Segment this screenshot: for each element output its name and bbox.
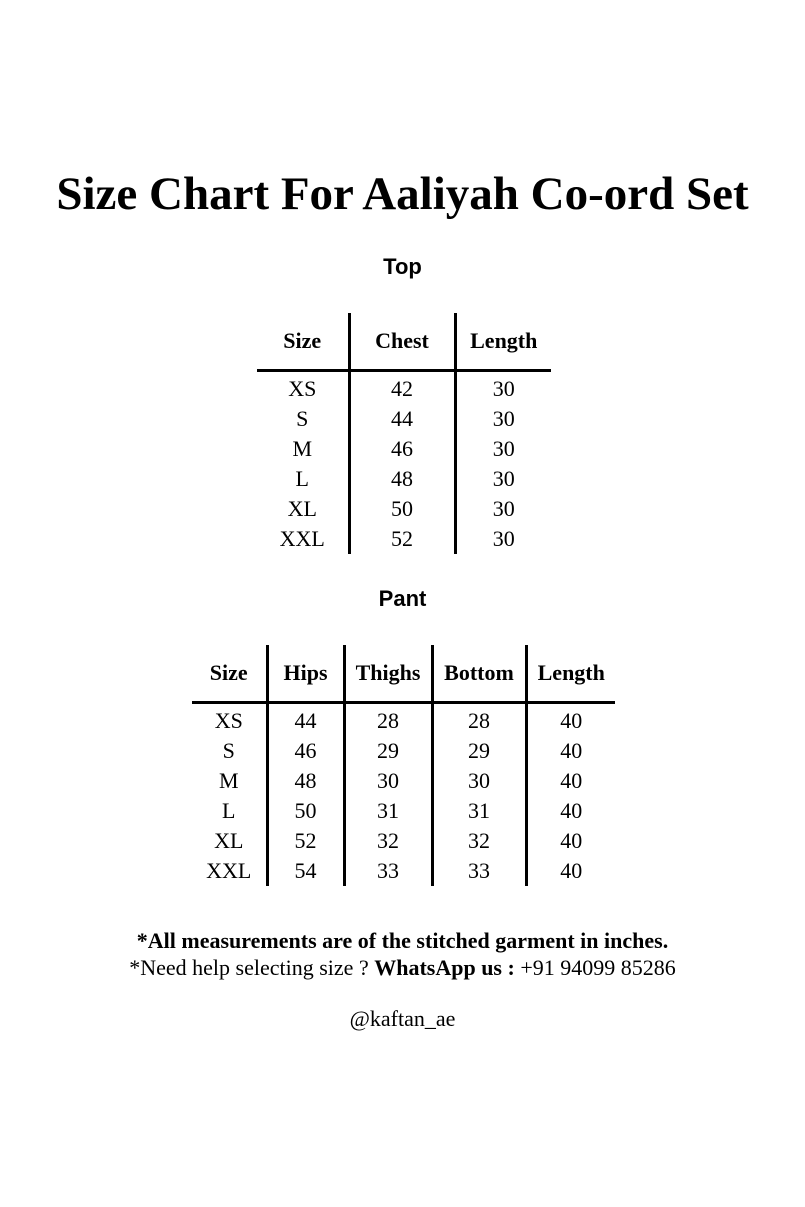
- hips-cell: 48: [267, 766, 344, 796]
- length-cell: 40: [526, 736, 615, 766]
- chest-cell: 48: [349, 464, 455, 494]
- table-row: [257, 404, 551, 434]
- hips-cell: 50: [267, 796, 344, 826]
- table-row: [257, 464, 551, 494]
- thighs-cell: 29: [344, 736, 432, 766]
- table-row: [257, 494, 551, 524]
- column-header-length: Length: [526, 645, 615, 703]
- length-cell: 30: [455, 404, 551, 434]
- hips-cell: 52: [267, 826, 344, 856]
- length-cell: 40: [526, 856, 615, 886]
- thighs-cell: 33: [344, 856, 432, 886]
- pant-section-heading: Pant: [378, 586, 427, 611]
- bottom-cell: 33: [432, 856, 526, 886]
- measurement-note: *All measurements are of the stitched garment in inches.: [136, 928, 669, 953]
- size-cell: S: [296, 406, 309, 431]
- top-section-heading: Top: [383, 254, 422, 279]
- chest-cell: 46: [349, 434, 455, 464]
- chest-cell: 52: [349, 524, 455, 554]
- bottom-cell: 29: [432, 736, 526, 766]
- social-handle: @kaftan_ae: [349, 1006, 456, 1031]
- length-cell: 30: [455, 464, 551, 494]
- hips-cell: 54: [267, 856, 344, 886]
- thighs-cell: 31: [344, 796, 432, 826]
- size-cell: L: [222, 798, 236, 823]
- table-header-row: [257, 313, 551, 371]
- column-header-size: Size: [192, 645, 267, 703]
- length-cell: 30: [455, 434, 551, 464]
- size-cell: XXL: [206, 858, 252, 883]
- size-cell: XL: [214, 828, 244, 853]
- column-header-size: Size: [257, 313, 349, 371]
- bottom-cell: 32: [432, 826, 526, 856]
- size-cell: XXL: [279, 526, 325, 551]
- phone-number: +91 94099 85286: [514, 955, 676, 980]
- column-header-chest: Chest: [349, 313, 455, 371]
- size-cell: XL: [287, 496, 317, 521]
- table-row: [192, 826, 615, 856]
- column-header-hips: Hips: [267, 645, 344, 703]
- bottom-cell: 28: [432, 703, 526, 737]
- whatsapp-label: WhatsApp us :: [374, 955, 515, 980]
- help-note-prefix: *Need help selecting size ?: [129, 955, 375, 980]
- table-row: [192, 766, 615, 796]
- length-cell: 30: [455, 494, 551, 524]
- page-title: Size Chart For Aaliyah Co-ord Set: [56, 168, 749, 220]
- size-cell: L: [295, 466, 309, 491]
- thighs-cell: 32: [344, 826, 432, 856]
- table-row: [192, 703, 615, 737]
- bottom-cell: 31: [432, 796, 526, 826]
- length-cell: 40: [526, 796, 615, 826]
- length-cell: 40: [526, 703, 615, 737]
- hips-cell: 46: [267, 736, 344, 766]
- top-size-table: [257, 313, 551, 554]
- table-row: [257, 371, 551, 405]
- size-cell: XS: [214, 708, 243, 733]
- table-row: [192, 796, 615, 826]
- length-cell: 40: [526, 826, 615, 856]
- length-cell: 30: [455, 524, 551, 554]
- thighs-cell: 28: [344, 703, 432, 737]
- length-cell: 40: [526, 766, 615, 796]
- column-header-length: Length: [455, 313, 551, 371]
- help-note: [0, 955, 805, 981]
- size-cell: M: [218, 768, 239, 793]
- table-row: [257, 434, 551, 464]
- column-header-thighs: Thighs: [344, 645, 432, 703]
- column-header-bottom: Bottom: [432, 645, 526, 703]
- hips-cell: 44: [267, 703, 344, 737]
- chest-cell: 50: [349, 494, 455, 524]
- table-row: [257, 524, 551, 554]
- chest-cell: 44: [349, 404, 455, 434]
- size-cell: XS: [288, 376, 317, 401]
- size-cell: M: [292, 436, 313, 461]
- table-row: [192, 856, 615, 886]
- table-header-row: [192, 645, 615, 703]
- bottom-cell: 30: [432, 766, 526, 796]
- size-cell: S: [222, 738, 235, 763]
- pant-size-table: [192, 645, 615, 886]
- thighs-cell: 30: [344, 766, 432, 796]
- length-cell: 30: [455, 371, 551, 405]
- table-row: [192, 736, 615, 766]
- chest-cell: 42: [349, 371, 455, 405]
